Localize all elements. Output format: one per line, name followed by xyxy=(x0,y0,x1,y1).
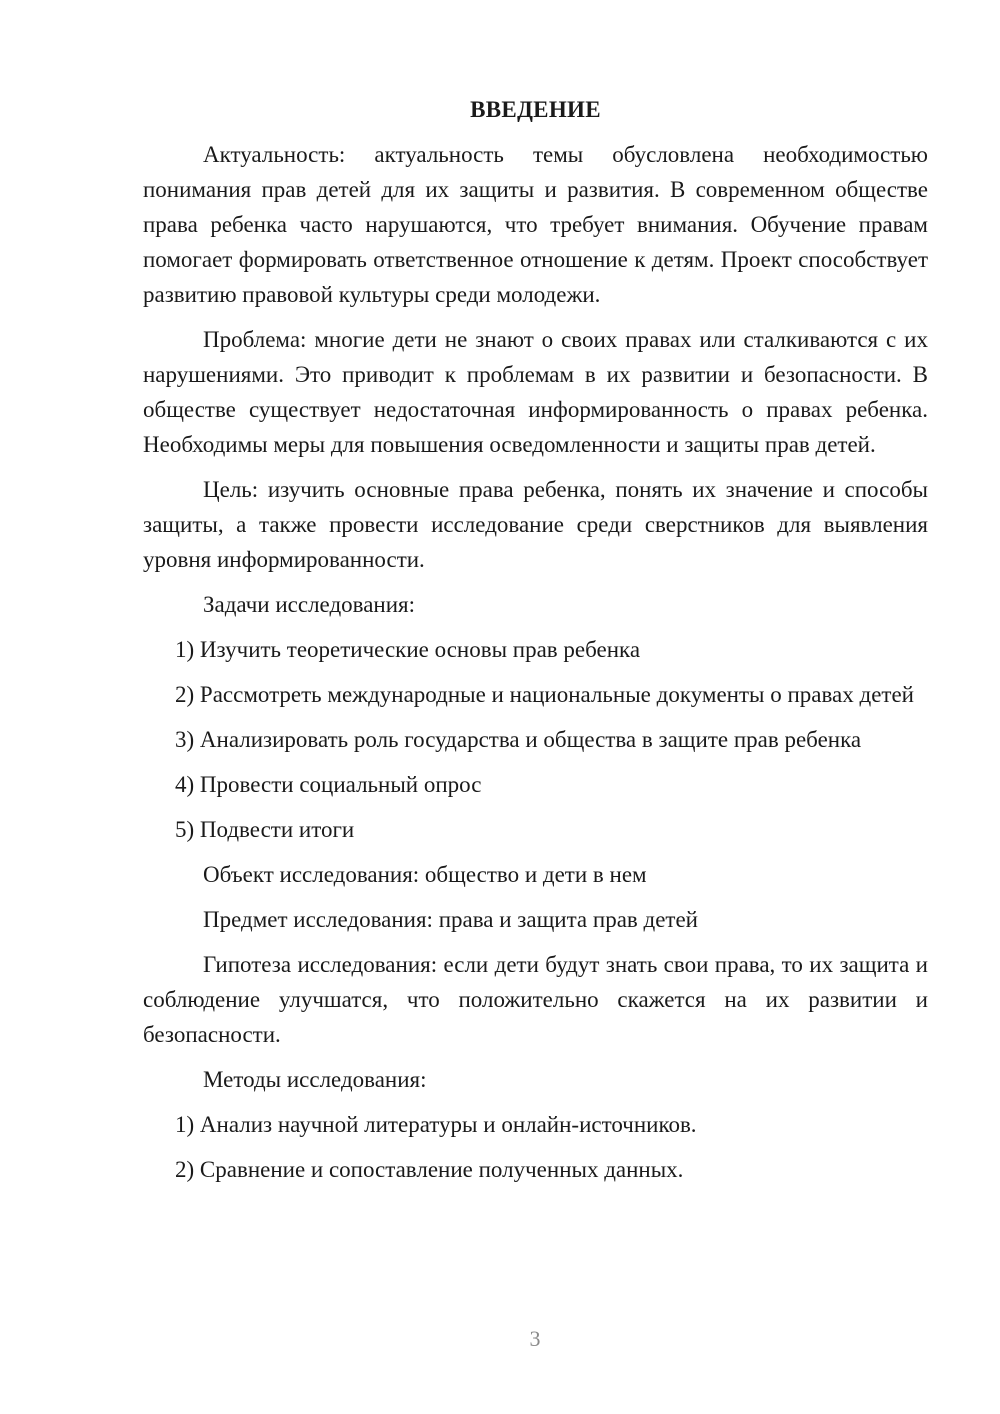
method-item: 2) Сравнение и сопоставление полученных данных. xyxy=(175,1157,684,1182)
task-item: 4) Провести социальный опрос xyxy=(175,772,482,797)
problem-paragraph: Проблема: многие дети не знают о своих правах или сталкиваются с их нарушениями. Это приводит к проблемам в их развитии и безопасности. В обществе существует недостаточная информированность о правах ребенка. Необходимы меры для повышения осведомленности и защиты прав детей. xyxy=(143,327,928,457)
relevance-paragraph: Актуальность: актуальность темы обусловлена необходимостью понимания прав детей для их защиты и развития. В современном обществе права ребенка часто нарушаются, что требует внимания. Обучение правам помогает формировать ответственное отношение к детям. Проект способствует развитию правовой культуры среди молодежи. xyxy=(143,142,928,307)
method-item: 1) Анализ научной литературы и онлайн-источников. xyxy=(175,1112,697,1137)
goal-paragraph: Цель: изучить основные права ребенка, понять их значение и способы защиты, а также провести исследование среди сверстников для выявления уровня информированности. xyxy=(143,477,928,572)
research-subject: Предмет исследования: права и защита прав детей xyxy=(203,907,698,932)
task-item: 1) Изучить теоретические основы прав ребенка xyxy=(175,637,641,662)
section-title: ВВЕДЕНИЕ xyxy=(470,97,601,122)
document-page xyxy=(143,92,928,1197)
task-item: 3) Анализировать роль государства и общества в защите прав ребенка xyxy=(175,727,862,752)
task-item: 5) Подвести итоги xyxy=(175,817,355,842)
research-object: Объект исследования: общество и дети в нем xyxy=(203,862,647,887)
methods-heading: Методы исследования: xyxy=(203,1067,427,1092)
task-item: 2) Рассмотреть международные и национальные документы о правах детей xyxy=(175,682,914,707)
page-number: 3 xyxy=(529,1326,541,1351)
hypothesis-paragraph: Гипотеза исследования: если дети будут знать свои права, то их защита и соблюдение улучшатся, что положительно скажется на их развитии и безопасности. xyxy=(143,952,928,1047)
tasks-heading: Задачи исследования: xyxy=(203,592,416,617)
